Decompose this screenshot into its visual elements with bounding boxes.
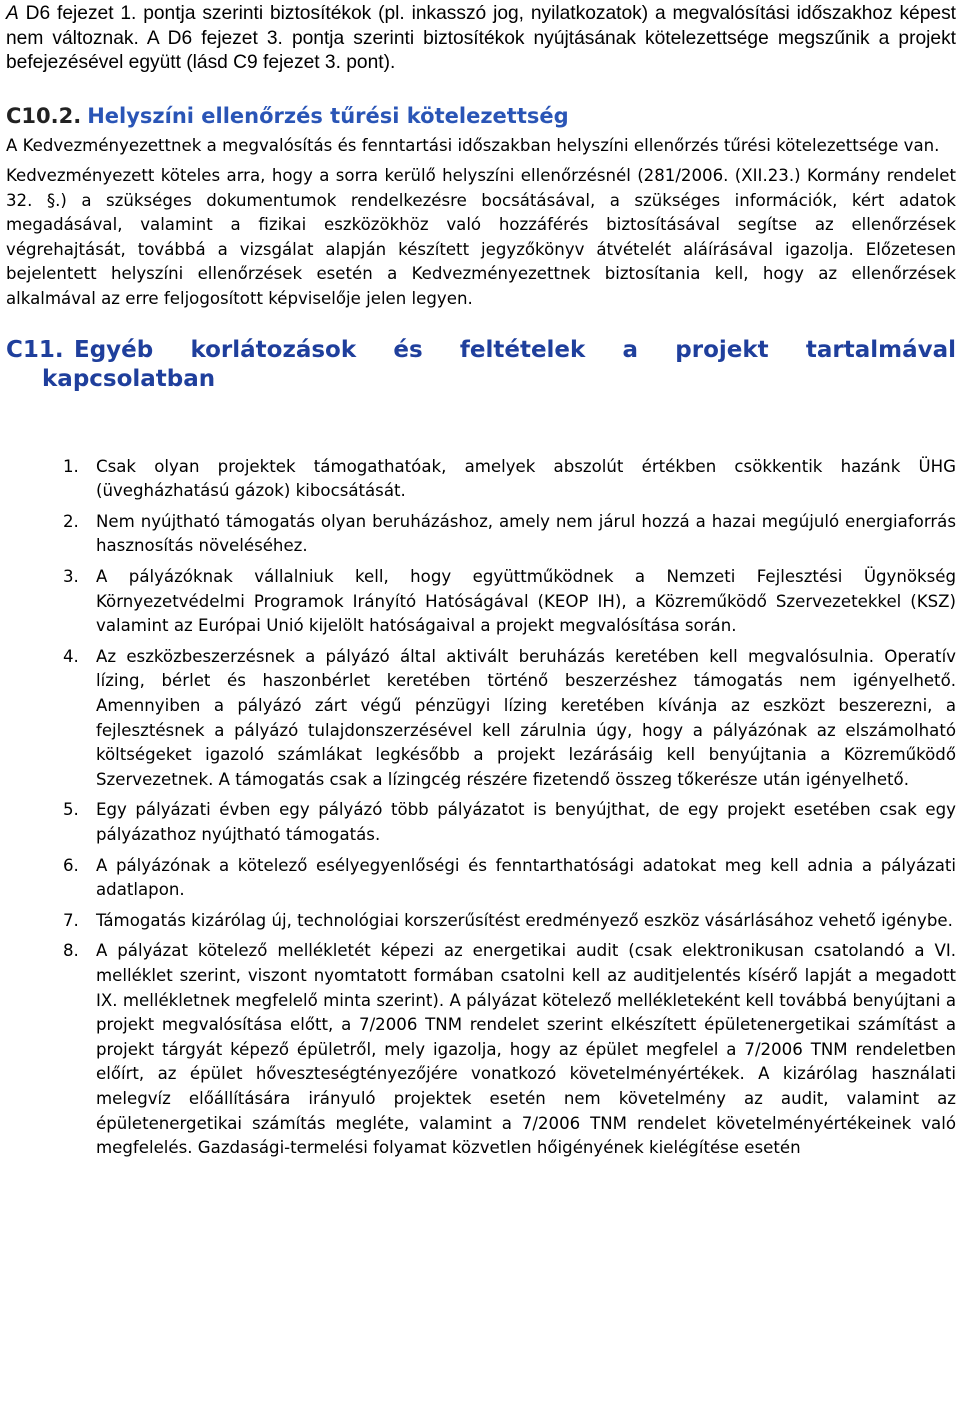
list-item-number: 7. bbox=[63, 910, 79, 930]
list-item bbox=[6, 510, 956, 559]
list-item-text: Egy pályázati évben egy pályázó több pályázatot is benyújthat, de egy projekt esetében csak egy pályázathoz nyújtható támogatás. bbox=[96, 800, 956, 844]
list-item-text: Az eszközbeszerzésnek a pályázó által aktivált beruházás keretében kell megvalósulnia. Operatív lízing, bérlet és haszonbérlet keretében történő beszerzéshez támogatás nem igényelhető. Amennyiben a pályázó zárt végű pénzügyi lízing keretében kívánja az eszközt beszerezni, a fejlesztésnek a pályázó tulajdonszerzésével kell zárulnia úgy, hogy a pályázónak az elszámolható költségeket igazoló számlákat legkésőbb a projekt lezárásáig kell benyújtania a Közreműködő Szervezetnek. A támogatás csak a lízingcég részére fizetendő összeg tőkerésze után igényelhető. bbox=[96, 646, 956, 789]
section-c11-title-line2: kapcsolatban bbox=[42, 365, 216, 392]
intro-paragraph bbox=[6, 2, 956, 76]
section-c10-2-title: Helyszíni ellenőrzés tűrési kötelezettség bbox=[87, 103, 569, 128]
intro-lead: A bbox=[6, 3, 19, 24]
list-item bbox=[6, 565, 956, 639]
list-item-text: A pályázat kötelező mellékletét képezi az energetikai audit (csak elektronikusan csatolandó a VI. melléklet szerint, viszont nyomtatott formában csatolni kell az auditjelentés kísérő lapját a megadott IX. mellékletnek megfelelő minta szerint). A pályázat kötelező mellékleteként kell továbbá benyújtani a projekt megvalósítása előtt, a 7/2006 TNM rendelet szerint elkészített épületenergetikai számítást a projekt tárgyát képező épületről, mely igazolja, hogy az épület megfelel a 7/2006 TNM rendeletben előírt, az épület hőveszteségtényezőjére vonatkozó követelményértékek. A kizárólag használati melegvíz előállítására irányuló projektek esetén nem követelmény az audit, valamint az épületenergetikai számítás megléte, valamint a 7/2006 TNM rendelet követelményértékeinek való megfelelés. Gazdasági-termelési folyamat közvetlen hőigényének kielégítése esetén bbox=[96, 941, 956, 1158]
list-item-number: 5. bbox=[63, 800, 79, 820]
list-item-text: Támogatás kizárólag új, technológiai korszerűsítést eredményező eszköz vásárlásához vehető igénybe. bbox=[96, 910, 953, 930]
list-item-text: Csak olyan projektek támogathatóak, amelyek abszolút értékben csökkentik hazánk ÜHG (üvegházhatású gázok) kibocsátását. bbox=[96, 456, 956, 501]
section-c10-2-heading bbox=[6, 103, 956, 129]
section-c11-heading bbox=[6, 336, 956, 394]
c10-2-paragraph-2: Kedvezményezett köteles arra, hogy a sorra kerülő helyszíni ellenőrzésnél (281/2006. (XII.23.) Kormány rendelet 32. §.) a szükséges dokumentumok rendelkezésre bocsátásával, a szükséges információk, kért adatok megadásával, valamint a fizikai eszközökhöz való hozzáférés biztosításával segítse az ellenőrzések végrehajtását, továbbá a vizsgálat alapján készített jegyzőkönyv átvételét aláírásával igazolja. Előzetesen bejelentett helyszíni ellenőrzések esetén a Kedvezményezettnek biztosítania kell, hogy az ellenőrzések alkalmával az erre feljogosított képviselője jelen legyen. bbox=[6, 166, 956, 309]
intro-text: D6 fejezet 1. pontja szerinti biztosítékok (pl. inkasszó jog, nyilatkozatok) a megvalósítási időszakhoz képest nem változnak. A D6 fejezet 3. pontja szerinti biztosítékok nyújtásának kötelezettsége megszűnik a projekt befejezésével együtt (lásd C9 fejezet 3. pont). bbox=[6, 3, 956, 73]
list-item-number: 2. bbox=[63, 511, 79, 531]
list-item bbox=[6, 939, 956, 1160]
section-c10-2-number: C10.2. bbox=[6, 103, 82, 128]
section-c11-title bbox=[42, 336, 956, 394]
list-item-number: 3. bbox=[63, 567, 79, 587]
c10-2-paragraph-1: A Kedvezményezettnek a megvalósítás és fenntartási időszakban helyszíni ellenőrzés tűrési kötelezettsége van. bbox=[6, 135, 940, 155]
list-item bbox=[6, 455, 956, 504]
list-item-text: Nem nyújtható támogatás olyan beruházáshoz, amely nem járul hozzá a hazai megújuló energiaforrás hasznosítás növeléséhez. bbox=[96, 511, 956, 556]
list-item bbox=[6, 645, 956, 793]
list-item-text: A pályázóknak vállalniuk kell, hogy együttműködnek a Nemzeti Fejlesztési Ügynökség Környezetvédelmi Programok Irányító Hatóságával (KEOP IH), a Közreműködő Szervezetekkel (KSZ) valamint az Európai Unió kijelölt hatóságaival a projekt megvalósítása során. bbox=[96, 567, 956, 636]
list-item bbox=[6, 854, 956, 903]
list-item-number: 6. bbox=[63, 855, 79, 875]
list-item-number: 1. bbox=[63, 456, 79, 476]
section-c11-number: C11. bbox=[6, 336, 64, 363]
list-item-number: 8. bbox=[63, 941, 79, 961]
list-item bbox=[6, 909, 956, 934]
list-item bbox=[6, 798, 956, 847]
section-c11-title-line1: Egyéb korlátozások és feltételek a projekt tartalmával bbox=[74, 336, 956, 363]
c11-condition-list bbox=[6, 455, 956, 1161]
list-item-text: A pályázónak a kötelező esélyegyenlőségi és fenntarthatósági adatokat meg kell adnia a pályázati adatlapon. bbox=[96, 855, 956, 900]
list-item-number: 4. bbox=[63, 646, 79, 666]
